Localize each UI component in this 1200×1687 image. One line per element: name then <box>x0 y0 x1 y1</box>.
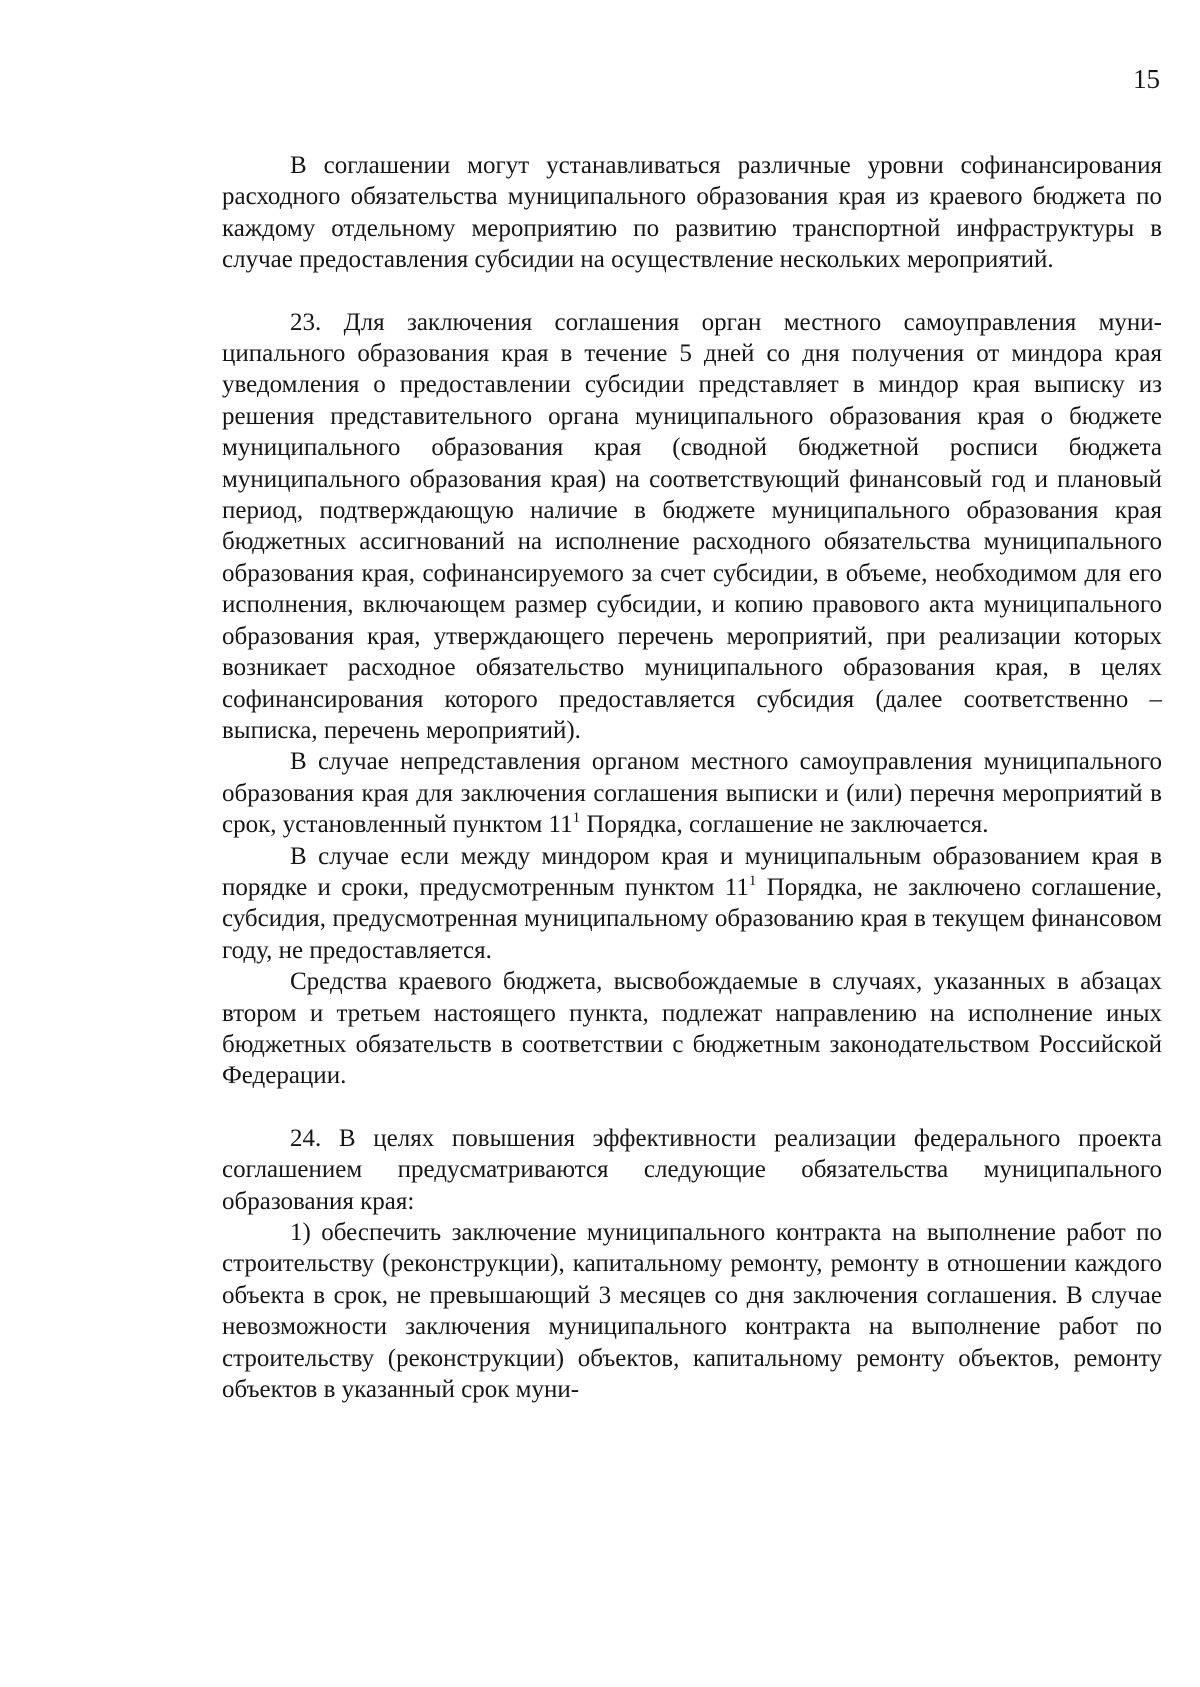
paragraph-agreement-not-concluded-text-end: Порядка, не заключено соглашение, субсидия, предусмотренная муниципальному образованию края в текущем финансовом году, не предоставляется. <box>222 873 1162 964</box>
paragraph-non-submission <box>222 746 1162 840</box>
paragraph-item-24: 24. В целях повышения эффективности реализации федерального проекта соглашением предусматриваются следующие обязательства муниципального образования края: <box>222 1124 1162 1215</box>
document-body <box>222 150 1162 1405</box>
superscript-index: 1 <box>572 810 581 827</box>
paragraph-cofinancing-levels: В соглашении могут устанавливаться различные уровни софинансирования расходного обязательства муниципального образования края из краевого бюджета по каждому отдельному мероприятию по развитию транспортной инфраструктуры в случае предоставления субсидии на осуществление нескольких мероприятий. <box>222 152 1162 274</box>
page-number: 15 <box>1133 64 1160 94</box>
paragraph-agreement-not-concluded <box>222 841 1162 967</box>
paragraph-released-funds: Средства краевого бюджета, высвобождаемые в случаях, указанных в абзацах втором и третьем настоящего пункта, подлежат направлению на исполнение иных бюджетных обязательств в соответствии с бюджетным законодательством Российской Федерации. <box>222 968 1162 1090</box>
paragraph-non-submission-text-end: Порядка, соглашение не заключается. <box>580 811 989 839</box>
superscript-index: 1 <box>748 872 757 889</box>
paragraph-item-23: 23. Для заключения соглашения орган местного самоуправления муниципального образования края в течение 5 дней со дня получения от миндора края уведомления о предоставлении субсидии представляет в миндор края выписку из решения представительного органа муниципального образования края о бюджете муниципального образования края (сводной бюджетной росписи бюджета муниципального образования края) на соответствующий финансовый год и плановый период, подтверждающую наличие в бюджете муниципального образования края бюджетных ассигнований на исполнение расходного обязательства муниципального образования края, софинансируемого за счет субсидии, в объеме, необходимом для его исполнения, включающем размер субсидии, и копию правового акта муниципального образования края, утверждающего перечень мероприятий, при реализации которых возникает расходное обязательство муниципального образования края, в целях софинансирования которого предоставляется субсидия (далее соответственно – выписка, перечень мероприятий). <box>222 308 1162 744</box>
paragraph-agreement-not-concluded-text: В случае если между миндором края и муниципальным образованием края в порядке и сроки, предусмотренным пунктом 11 <box>222 842 1162 901</box>
paragraph-non-submission-text: В случае непредставления органом местного самоуправления муниципального образования края для заключения соглашения выписки и (или) перечня мероприятий в срок, установленный пунктом 11 <box>222 748 1162 839</box>
paragraph-subitem-1: 1) обеспечить заключение муниципального контракта на выполнение работ по строительству (реконструкции), капитальному ремонту, ремонту в отношении каждого объекта в срок, не превышающий 3 месяцев со дня заключения соглашения. В случае невозможности заключения муниципального контракта на выполнение работ по строительству (реконструкции) объектов, капитальному ремонту объектов, ремонту объектов в указанный срок муни- <box>222 1219 1162 1404</box>
